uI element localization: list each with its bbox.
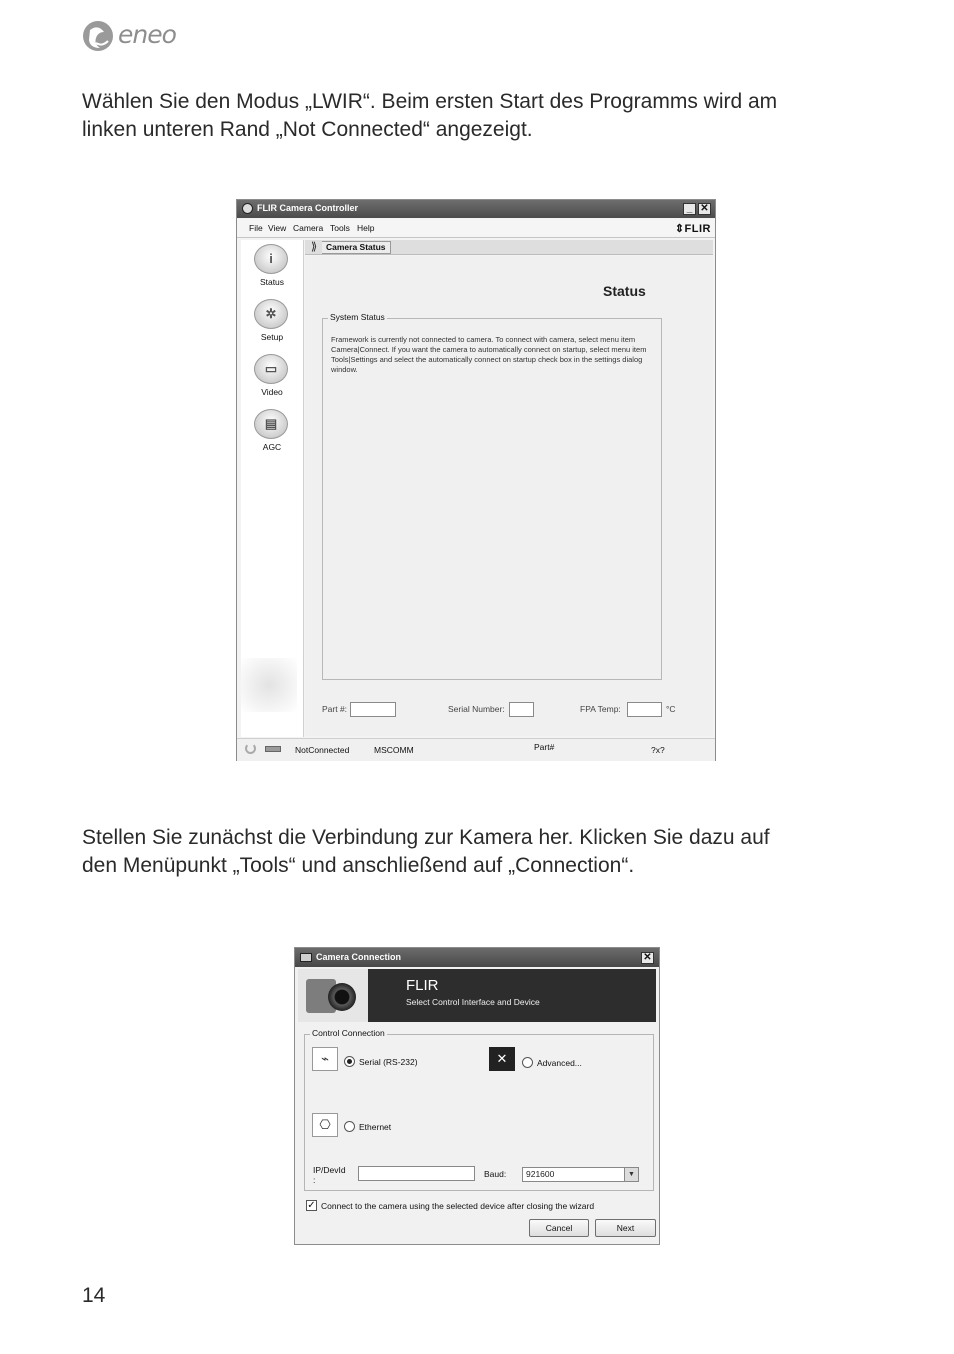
system-status-message: Framework is currently not connected to camera. To connect with camera, select menu item Camera|Connect. If you want the camera to automatically connect on startup, select menu item Tools|Settings and select the automatically connect on startup check box in the settings dialog window. bbox=[331, 335, 647, 374]
menu-camera[interactable]: Camera bbox=[293, 223, 324, 233]
menu-help[interactable]: Help bbox=[357, 223, 375, 233]
window-titlebar bbox=[237, 200, 715, 218]
info-icon: i bbox=[254, 244, 288, 274]
camera-connection-dialog bbox=[294, 947, 660, 1245]
connection-status: NotConnected bbox=[295, 745, 350, 755]
dialog-banner bbox=[298, 969, 656, 1022]
ethernet-radio[interactable] bbox=[344, 1121, 355, 1132]
close-button[interactable]: ✕ bbox=[698, 203, 711, 215]
banner-title: FLIR bbox=[406, 977, 439, 994]
serial-cable-icon: ⌁ bbox=[312, 1047, 338, 1071]
minimize-button[interactable]: _ bbox=[683, 203, 696, 215]
app-icon bbox=[242, 203, 253, 214]
serial-number-label: Serial Number: bbox=[448, 704, 505, 714]
baud-value: 921600 bbox=[526, 1169, 555, 1179]
sidebar-item-label: Video bbox=[261, 387, 283, 397]
sidebar-item-setup[interactable] bbox=[241, 297, 303, 349]
intro-line-2: linken unteren Rand „Not Connected“ angezeigt. bbox=[82, 118, 533, 141]
gear-icon: ✲ bbox=[254, 299, 288, 329]
fpa-temp-unit: °C bbox=[666, 704, 676, 714]
serial-option-label[interactable]: Serial (RS-232) bbox=[359, 1057, 418, 1067]
intro-paragraph bbox=[82, 88, 882, 144]
chevron-down-icon[interactable]: ▼ bbox=[624, 1168, 638, 1181]
ethernet-option-label[interactable]: Ethernet bbox=[359, 1122, 392, 1132]
auto-connect-label[interactable]: Connect to the camera using the selected device after closing the wizard bbox=[321, 1201, 595, 1211]
dialog-titlebar bbox=[295, 948, 659, 967]
sidebar-item-label: Status bbox=[259, 277, 285, 287]
page-number: 14 bbox=[82, 1284, 106, 1307]
page-title: Status bbox=[603, 283, 646, 299]
menu-view[interactable]: View bbox=[268, 223, 287, 233]
connection-paragraph bbox=[82, 824, 882, 880]
menu-file[interactable]: File bbox=[249, 223, 263, 233]
breadcrumb-chevron-icon: ⟫ bbox=[311, 241, 318, 253]
serial-number-field[interactable] bbox=[509, 702, 534, 717]
baud-label: Baud: bbox=[484, 1169, 507, 1179]
group-title: System Status bbox=[330, 312, 385, 322]
sidebar-item-label: AGC bbox=[262, 442, 282, 452]
connection-line-1: Stellen Sie zunächst die Verbindung zur Kamera her. Klicken Sie dazu auf bbox=[82, 826, 770, 849]
camera-image bbox=[298, 969, 368, 1022]
part-number-field[interactable] bbox=[350, 702, 396, 717]
fpa-temp-label: FPA Temp: bbox=[580, 704, 621, 714]
part-number-label: Part #: bbox=[322, 704, 348, 714]
auto-connect-checkbox[interactable]: ✓ bbox=[307, 1200, 316, 1211]
breadcrumb-camera-status[interactable]: Camera Status bbox=[322, 241, 391, 254]
status-panel bbox=[305, 256, 713, 736]
camera-icon bbox=[300, 953, 312, 962]
refresh-icon[interactable] bbox=[245, 743, 256, 754]
serial-radio[interactable] bbox=[344, 1056, 355, 1067]
sidebar-item-video[interactable] bbox=[241, 352, 303, 404]
system-status-group bbox=[322, 312, 662, 680]
baud-select[interactable] bbox=[522, 1167, 639, 1182]
control-connection-group bbox=[304, 1028, 654, 1191]
logo-wordmark: eneo bbox=[118, 20, 176, 49]
sidebar-item-status[interactable] bbox=[241, 242, 303, 294]
agc-icon: ▤ bbox=[254, 409, 288, 439]
close-button[interactable]: ✕ bbox=[641, 952, 654, 964]
intro-line-1: Wählen Sie den Modus „LWIR“. Beim ersten Start des Programms wird am bbox=[82, 90, 778, 113]
banner-subtitle: Select Control Interface and Device bbox=[406, 997, 540, 1007]
status-bar bbox=[237, 738, 715, 761]
sidebar-item-agc[interactable] bbox=[241, 407, 303, 459]
group-title: Control Connection bbox=[312, 1028, 385, 1038]
monitor-icon: ▭ bbox=[254, 354, 288, 384]
lens-icon bbox=[328, 983, 356, 1011]
ip-devid-label: IP/DevId bbox=[313, 1165, 346, 1175]
tools-icon: ✕ bbox=[489, 1047, 515, 1071]
flir-brand-logo: ⇕FLIR bbox=[674, 223, 711, 235]
menu-bar bbox=[237, 219, 715, 238]
cancel-button[interactable]: Cancel bbox=[529, 1219, 589, 1237]
ethernet-icon: ⎔ bbox=[312, 1113, 338, 1137]
menu-tools[interactable]: Tools bbox=[330, 223, 350, 233]
advanced-radio[interactable] bbox=[522, 1057, 533, 1068]
misc-status: ?x? bbox=[651, 745, 665, 755]
fpa-temp-field[interactable] bbox=[627, 702, 662, 717]
port-status: MSCOMM bbox=[374, 745, 414, 755]
sidebar-item-label: Setup bbox=[260, 332, 284, 342]
connection-icon bbox=[265, 746, 281, 752]
sidebar-blank-highlight bbox=[241, 658, 297, 712]
ip-devid-label-colon: : bbox=[313, 1175, 316, 1185]
part-status: Part# bbox=[534, 742, 555, 752]
connection-line-2: den Menüpunkt „Tools“ und anschließend auf „Connection“. bbox=[82, 854, 635, 877]
advanced-option-label[interactable]: Advanced... bbox=[537, 1058, 582, 1068]
next-button[interactable]: Next bbox=[595, 1219, 656, 1237]
breadcrumb bbox=[305, 240, 713, 255]
flir-camera-controller-window bbox=[236, 199, 716, 761]
ip-devid-input[interactable] bbox=[358, 1166, 475, 1181]
dialog-title: Camera Connection bbox=[316, 952, 402, 962]
window-title: FLIR Camera Controller bbox=[257, 203, 359, 213]
